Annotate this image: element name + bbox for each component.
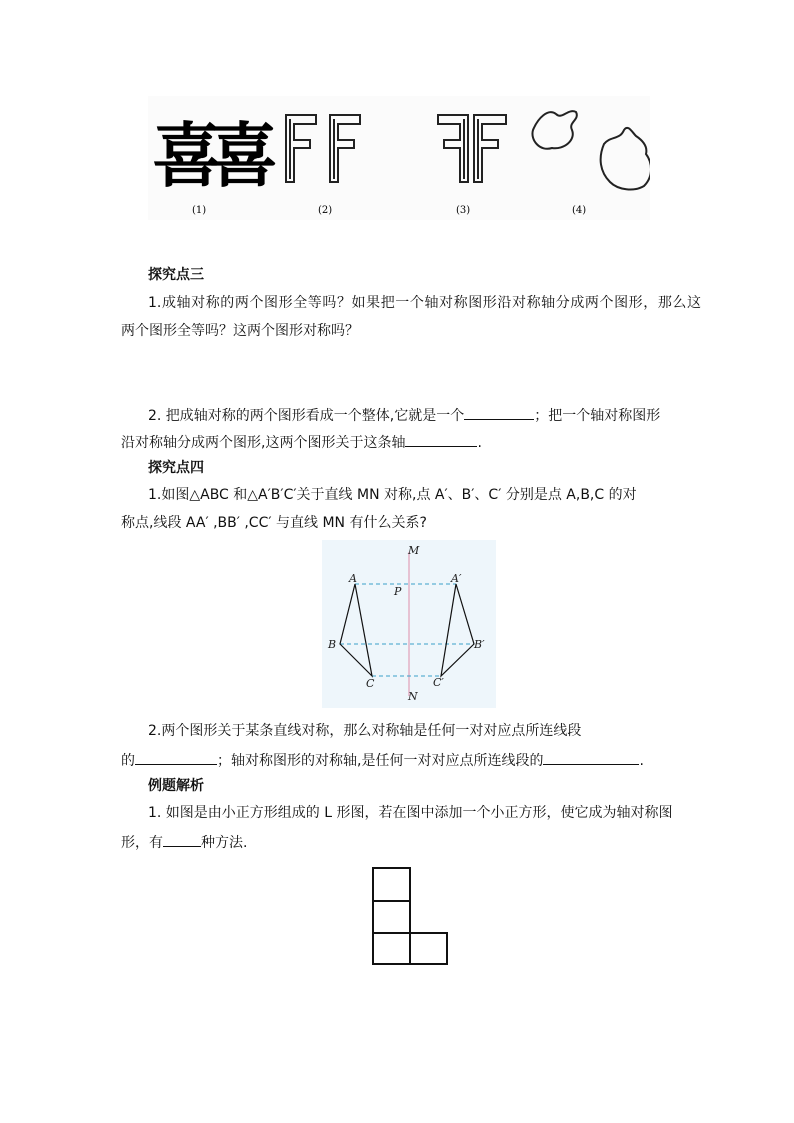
label-1: (1) [192,205,207,216]
label-3: (3) [456,205,471,216]
example-q1-line2 [121,831,247,853]
example-text-b: 种方法. [201,835,248,851]
q2-text-c: 沿对称轴分成两个图形,这两个图形关于这条轴 [121,435,406,451]
label-n: N [408,690,418,703]
q2b-text-b: ；轴对称图形的对称轴,是任何一对对应点所连线段的 [217,753,544,769]
section3-q1-line2: 两个图形全等吗？这两个图形对称吗？ [121,323,359,339]
q2b-text-c: . [639,753,644,769]
square-bottom-right [410,933,447,964]
label-2: (2) [318,205,333,216]
l-shape-figure [370,865,450,967]
label-a: A [349,572,357,585]
square-middle [373,901,410,933]
label-a-prime: A′ [451,572,462,585]
label-b: B [328,638,337,651]
xi-character-left: 喜 [152,114,222,197]
answer-blank-3[interactable] [135,749,217,765]
answer-blank-4[interactable] [543,749,639,765]
q2-text-b: ；把一个轴对称图形 [534,408,661,424]
q2-text-a: 2. 把成轴对称的两个图形看成一个整体,它就是一个 [148,408,465,424]
section4-q1-line2: 称点,线段 AA′ ,BB′ ,CC′ 与直线 MN 有什么关系? [121,515,427,531]
label-b-prime: B′ [474,638,485,651]
answer-blank-1[interactable] [464,404,534,420]
label-m: M [408,544,420,557]
square-top [373,868,410,901]
section3-q2-line1 [148,404,660,426]
section3-q2-line2 [121,431,482,453]
section4-q2-line2 [121,749,644,771]
section4-heading: 探究点四 [148,460,204,476]
xi-character-right: 喜 [208,114,278,197]
label-c: C [366,677,375,690]
triangle-symmetry-figure [322,540,496,708]
example-q1-line1: 1. 如图是由小正方形组成的 L 形图，若在图中添加一个小正方形，使它成为轴对称图 [148,805,673,821]
label-4: (4) [572,205,587,216]
example-heading: 例题解析 [148,778,204,794]
section3-heading: 探究点三 [148,267,204,283]
section4-q1-line1: 1.如图△ABC 和△A′B′C′关于直线 MN 对称,点 A′、B′、C′ 分别是点 A,B,C 的对 [148,487,637,503]
section4-q2-line1: 2.两个图形关于某条直线对称，那么对称轴是任何一对对应点所连线段 [148,723,582,739]
label-p: P [394,585,402,598]
section3-q1-line1: 1.成轴对称的两个图形全等吗？如果把一个轴对称图形沿对称轴分成两个图形，那么这 [148,295,701,311]
q2b-text-a: 的 [121,753,135,769]
label-c-prime: C′ [433,676,444,689]
q2-text-d: . [477,435,482,451]
symmetry-examples-figure [148,96,650,220]
square-bottom-left [373,933,410,964]
example-text-a: 形，有 [121,835,163,851]
answer-blank-5[interactable] [163,831,201,847]
answer-blank-2[interactable] [405,431,477,447]
